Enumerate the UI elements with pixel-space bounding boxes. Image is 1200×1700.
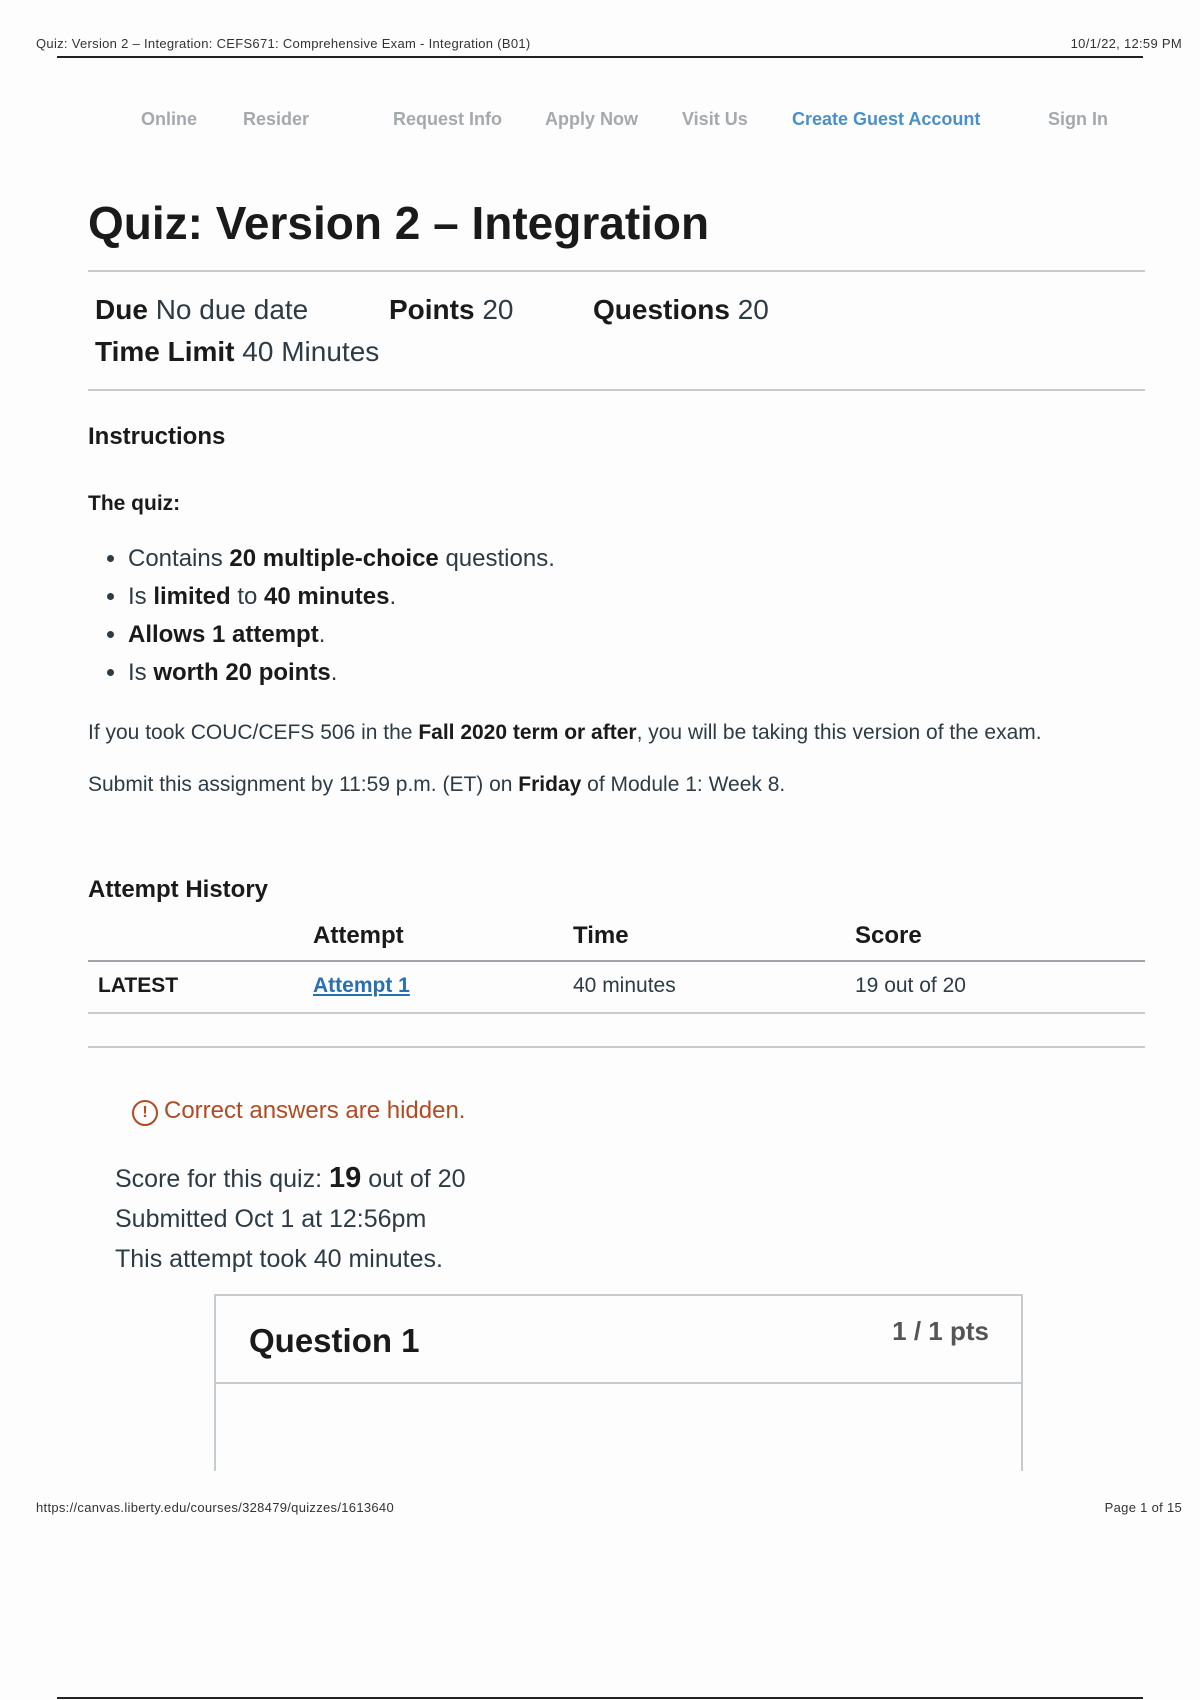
version-note: If you took COUC/CEFS 506 in the Fall 2020 term or after, you will be taking this version of the exam. <box>88 721 1042 744</box>
quiz-score: Score for this quiz: 19 out of 20 <box>115 1162 466 1194</box>
column-header-score: Score <box>845 916 1145 961</box>
questions-info <box>593 294 769 326</box>
nav-visit-us[interactable]: Visit Us <box>682 109 748 129</box>
nav-online[interactable]: Online <box>141 109 198 129</box>
nav-sign-in[interactable]: Sign In <box>1048 109 1108 129</box>
nav-apply-now[interactable]: Apply Now <box>545 109 638 129</box>
score-value: 19 <box>328 1162 362 1194</box>
submitted-time: Submitted Oct 1 at 12:56pm <box>115 1205 427 1233</box>
question-title: Question 1 <box>249 1322 420 1359</box>
instructions-list <box>88 540 555 692</box>
points-label: Points <box>389 294 475 325</box>
latest-tag: LATEST <box>88 961 303 1013</box>
question-header <box>216 1296 1021 1384</box>
due-value: No due date <box>155 294 309 325</box>
instructions-intro: The quiz: <box>88 492 181 515</box>
list-item: • Allows 1 attempt. <box>128 616 555 654</box>
points-info <box>389 294 514 326</box>
points-value: 20 <box>482 294 514 325</box>
answers-hidden-notice <box>132 1097 465 1126</box>
print-footer-url: https://canvas.liberty.edu/courses/328479/quizzes/1613640 <box>36 1500 394 1515</box>
nav-request-info[interactable]: Request Info <box>393 109 503 129</box>
attempt-history-table <box>88 916 1145 1014</box>
deadline-note: Submit this assignment by 11:59 p.m. (ET) on Friday of Module 1: Week 8. <box>88 773 786 796</box>
bottom-divider <box>57 1697 1143 1699</box>
question-points: 1 / 1 pts <box>892 1316 989 1346</box>
print-header <box>36 36 1182 56</box>
table-header-row <box>88 916 1145 961</box>
column-header-attempt: Attempt <box>303 916 563 961</box>
title-divider <box>88 270 1145 272</box>
list-item: • Contains 20 multiple-choice questions. <box>128 540 555 578</box>
questions-value: 20 <box>737 294 769 325</box>
time-limit-value: 40 Minutes <box>242 336 380 367</box>
time-limit-info <box>95 336 379 368</box>
print-footer <box>36 1500 1182 1520</box>
attempt-time: 40 minutes <box>563 961 845 1013</box>
results-divider <box>88 1046 1145 1048</box>
score-summary <box>115 1158 466 1279</box>
column-header-time: Time <box>563 916 845 961</box>
list-item: • Is limited to 40 minutes. <box>128 578 555 616</box>
instructions-heading: Instructions <box>88 423 226 450</box>
questions-label: Questions <box>593 294 730 325</box>
top-nav <box>0 109 1200 133</box>
due-label: Due <box>95 294 148 325</box>
nav-create-guest-account[interactable]: Create Guest Account <box>792 109 981 129</box>
question-card <box>214 1294 1023 1471</box>
warning-icon: ! <box>132 1100 158 1126</box>
attempt-link[interactable]: Attempt 1 <box>313 974 410 997</box>
list-item: • Is worth 20 points. <box>128 654 555 692</box>
nav-residential[interactable]: Resider <box>243 109 310 129</box>
due-info <box>95 294 308 326</box>
answers-hidden-text: Correct answers are hidden. <box>164 1097 466 1124</box>
table-row <box>88 961 1145 1013</box>
meta-divider <box>88 389 1145 391</box>
page-title: Quiz: Version 2 – Integration <box>88 197 710 249</box>
attempt-duration: This attempt took 40 minutes. <box>115 1245 443 1273</box>
attempt-score: 19 out of 20 <box>845 961 1145 1013</box>
print-header-title: Quiz: Version 2 – Integration: CEFS671: Comprehensive Exam - Integration (B01) <box>36 36 531 51</box>
print-footer-page: Page 1 of 15 <box>1104 1500 1182 1515</box>
print-header-datetime: 10/1/22, 12:59 PM <box>1070 36 1182 51</box>
time-limit-label: Time Limit <box>95 336 235 367</box>
attempt-history-heading: Attempt History <box>88 876 269 903</box>
column-header <box>88 916 303 961</box>
header-divider <box>57 56 1143 58</box>
